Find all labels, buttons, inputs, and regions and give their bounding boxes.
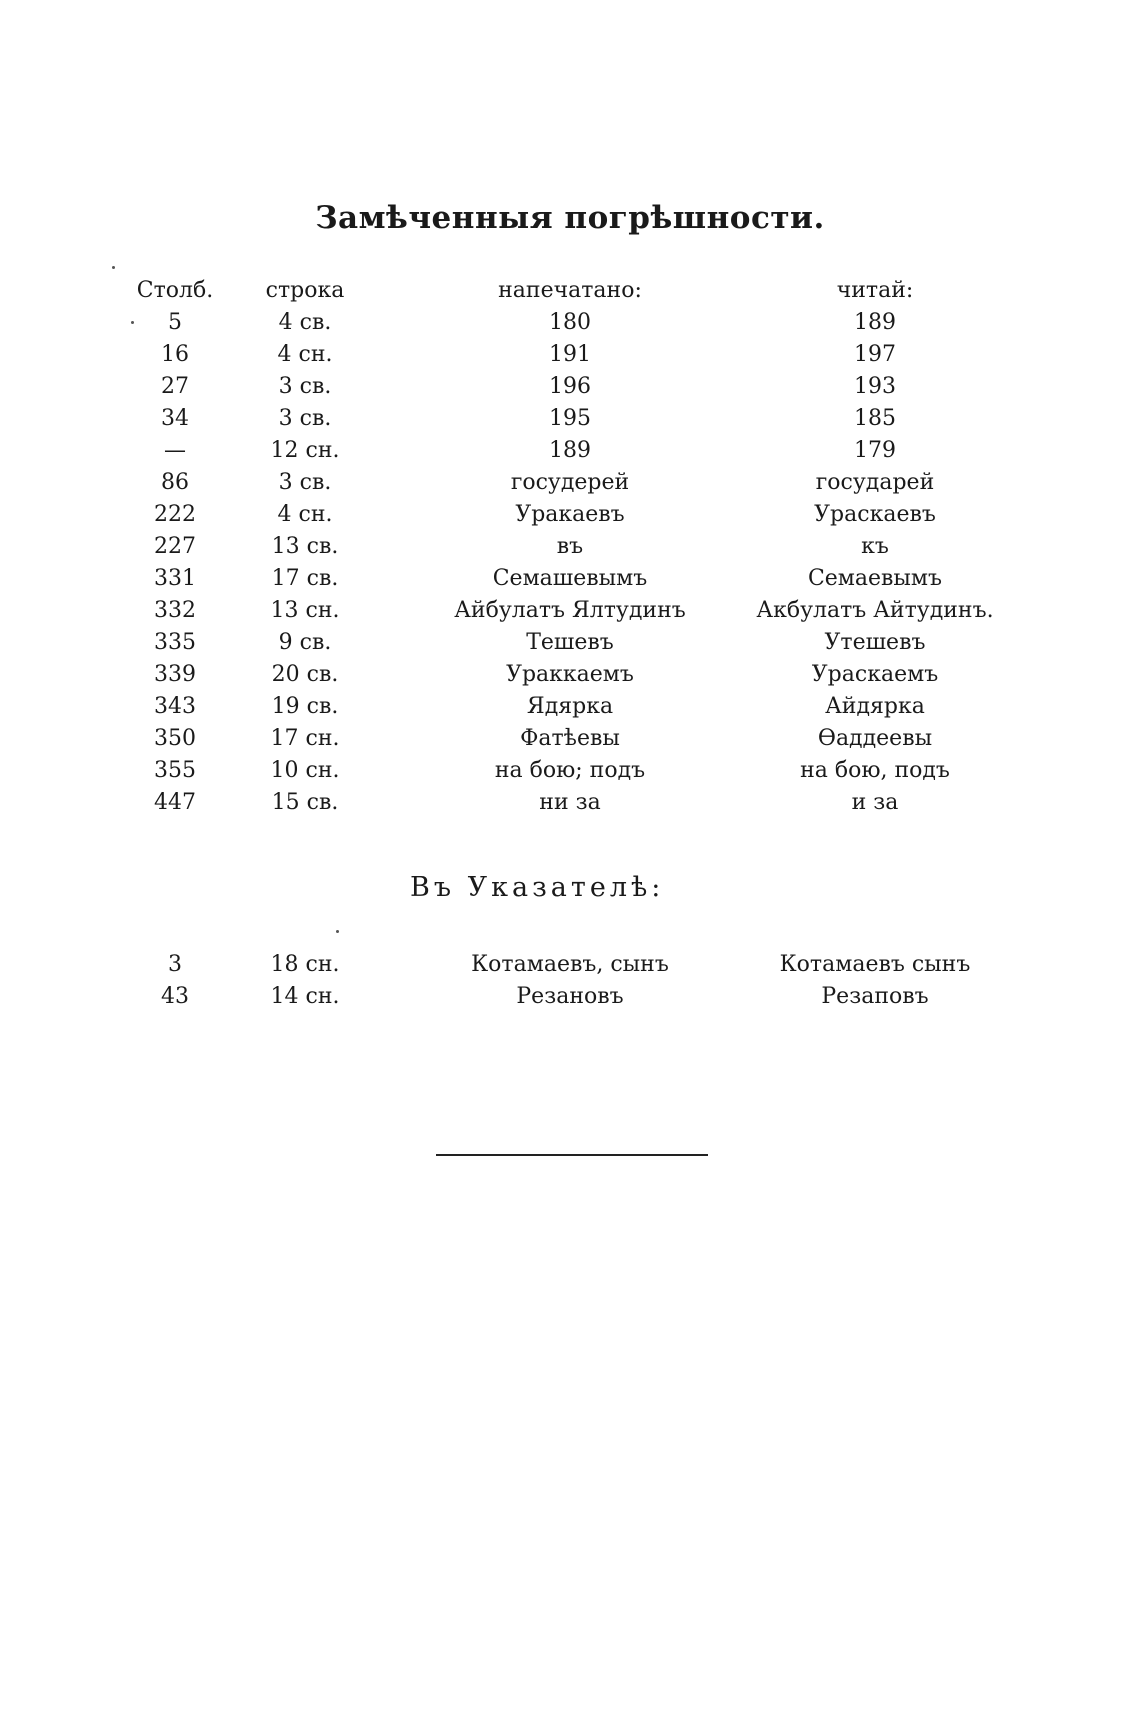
print-speck	[131, 321, 134, 324]
cell-printed: 189	[549, 438, 591, 463]
cell-read: Резаповъ	[821, 984, 929, 1009]
cell-column: 86	[161, 470, 189, 495]
cell-column: 5	[168, 310, 182, 335]
cell-printed: Ядярка	[526, 694, 614, 719]
cell-read: Акбулатъ Айтудинъ.	[756, 598, 994, 623]
cell-printed: госудерей	[510, 470, 630, 495]
table-row	[0, 628, 1140, 658]
table-row	[0, 436, 1140, 466]
cell-read: 189	[854, 310, 896, 335]
cell-read: Ѳаддеевы	[817, 726, 933, 751]
cell-printed: въ	[556, 534, 584, 559]
cell-column: 27	[161, 374, 189, 399]
cell-line: 4 сн.	[277, 342, 333, 367]
cell-line: 3 св.	[278, 374, 332, 399]
table-row	[0, 404, 1140, 434]
cell-column: 339	[154, 662, 196, 687]
table-row	[0, 660, 1140, 690]
cell-line: 4 св.	[278, 310, 332, 335]
cell-read: и за	[851, 790, 899, 815]
cell-printed: Семашевымъ	[492, 566, 648, 591]
cell-line: 20 св.	[271, 662, 339, 687]
table-row	[0, 950, 1140, 980]
table-header	[0, 276, 1140, 306]
cell-printed: Айбулатъ Ялтудинъ	[454, 598, 686, 623]
cell-read: государей	[815, 470, 935, 495]
cell-line: 17 сн.	[270, 726, 340, 751]
cell-printed: Резановъ	[516, 984, 624, 1009]
cell-line: 13 сн.	[270, 598, 340, 623]
cell-line: 9 св.	[278, 630, 332, 655]
table-row	[0, 340, 1140, 370]
cell-column: 3	[168, 952, 182, 977]
cell-line: 3 св.	[278, 406, 332, 431]
table-row	[0, 724, 1140, 754]
table-row	[0, 756, 1140, 786]
table-row	[0, 982, 1140, 1012]
table-row	[0, 500, 1140, 530]
cell-column: 350	[154, 726, 196, 751]
cell-read: Айдярка	[825, 694, 925, 719]
cell-printed: 195	[549, 406, 591, 431]
cell-column: 335	[154, 630, 196, 655]
header-read: читай:	[836, 278, 914, 303]
cell-line: 4 сн.	[277, 502, 333, 527]
cell-read: Семаевымъ	[807, 566, 943, 591]
table-row	[0, 596, 1140, 626]
cell-line: 15 св.	[271, 790, 339, 815]
cell-read: Утешевъ	[824, 630, 926, 655]
cell-read: Ураскаевъ	[814, 502, 936, 527]
cell-read: Ураскаемъ	[811, 662, 939, 687]
cell-printed: 191	[549, 342, 591, 367]
print-speck	[112, 266, 115, 269]
print-speck	[336, 930, 339, 933]
cell-read: 185	[854, 406, 896, 431]
cell-printed: ни за	[539, 790, 601, 815]
cell-printed: Уракаевъ	[515, 502, 625, 527]
cell-line: 19 св.	[271, 694, 339, 719]
closing-rule	[436, 1154, 708, 1156]
cell-printed: на бою; подъ	[494, 758, 646, 783]
table-row	[0, 788, 1140, 818]
cell-column: 355	[154, 758, 196, 783]
cell-read: 197	[854, 342, 896, 367]
table-row	[0, 308, 1140, 338]
cell-line: 10 сн.	[270, 758, 340, 783]
cell-line: 14 сн.	[270, 984, 340, 1009]
cell-read: Котамаевъ сынъ	[779, 952, 971, 977]
cell-column: 332	[154, 598, 196, 623]
header-column: Столб.	[136, 278, 214, 303]
cell-column: 16	[161, 342, 189, 367]
cell-printed: 180	[549, 310, 591, 335]
cell-column: 227	[154, 534, 196, 559]
header-line: строка	[265, 278, 345, 303]
cell-read: 193	[854, 374, 896, 399]
cell-line: 13 св.	[271, 534, 339, 559]
table-row	[0, 468, 1140, 498]
header-printed: напечатано:	[498, 278, 642, 303]
cell-printed: Тешевъ	[526, 630, 614, 655]
cell-printed: Ураккаемъ	[506, 662, 634, 687]
cell-line: 3 св.	[278, 470, 332, 495]
cell-column: 222	[154, 502, 196, 527]
cell-line: 17 св.	[271, 566, 339, 591]
cell-column: 447	[154, 790, 196, 815]
cell-column: 343	[154, 694, 196, 719]
cell-column: 331	[154, 566, 196, 591]
cell-read: на бою, подъ	[800, 758, 950, 783]
index-section-title: Въ Указателѣ:	[410, 872, 665, 903]
table-row	[0, 692, 1140, 722]
cell-column: —	[164, 438, 186, 463]
cell-printed: Фатѣевы	[520, 726, 620, 751]
cell-column: 34	[161, 406, 189, 431]
cell-printed: 196	[549, 374, 591, 399]
cell-column: 43	[161, 984, 189, 1009]
cell-read: 179	[854, 438, 896, 463]
table-row	[0, 564, 1140, 594]
cell-read: къ	[861, 534, 889, 559]
table-row	[0, 372, 1140, 402]
cell-line: 18 сн.	[270, 952, 340, 977]
cell-line: 12 сн.	[270, 438, 340, 463]
page-title: Замѣченныя погрѣшности.	[315, 200, 825, 236]
table-row	[0, 532, 1140, 562]
cell-printed: Котамаевъ, сынъ	[471, 952, 669, 977]
